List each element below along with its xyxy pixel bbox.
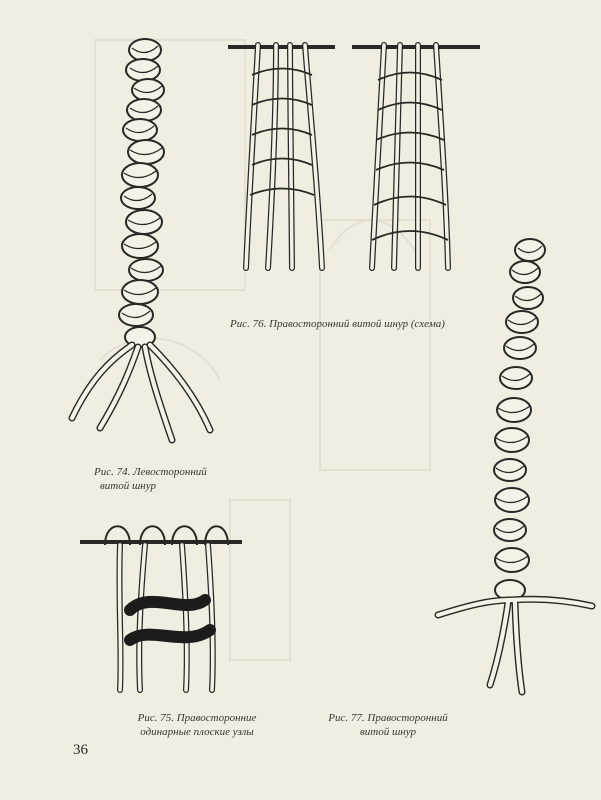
figure-77-caption-line2: витой шнур (360, 726, 416, 738)
figure-74-caption-line2: витой шнур (100, 480, 156, 492)
figure-75-caption-line1: Рис. 75. Правосторонние (137, 712, 257, 724)
figure-74-caption-line1: Рис. 74. Левосторонний (94, 466, 207, 478)
figure-77-caption-line1: Рис. 77. Правосторонний (328, 712, 448, 724)
figure-75-caption-line2: одинарные плоские узлы (140, 726, 254, 738)
page-number: 36 (73, 742, 88, 758)
figure-76-caption: Рис. 76. Правосторонний витой шнур (схема) (230, 318, 445, 330)
